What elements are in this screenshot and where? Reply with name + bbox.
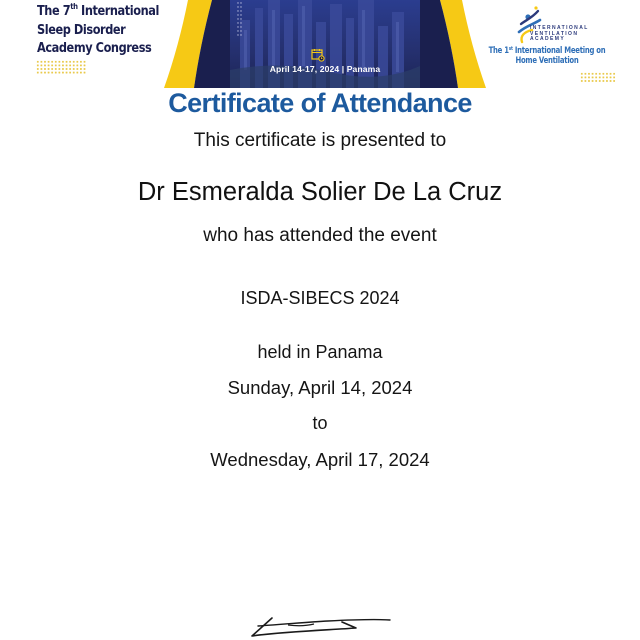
start-date: Sunday, April 14, 2024 — [227, 377, 413, 398]
decorative-dots — [580, 72, 616, 82]
decorative-dots — [36, 60, 86, 74]
end-date: Wednesday, April 17, 2024 — [210, 449, 430, 470]
banner-graphic — [160, 0, 490, 90]
ventilation-academy-name: INTERNATIONAL VENTILATION ACADEMY — [530, 25, 589, 43]
presented-to-text: This certificate is presented to — [193, 130, 447, 151]
signature — [248, 606, 398, 640]
certificate-title: Certificate of Attendance — [168, 88, 472, 118]
attended-text: who has attended the event — [203, 225, 437, 246]
held-in-location: held in Panama — [257, 342, 383, 362]
recipient-name: Dr Esmeralda Solier De La Cruz — [137, 178, 503, 206]
date-separator: to — [312, 413, 328, 433]
congress-title-line2: Sleep Disorder — [37, 22, 126, 38]
event-name: ISDA-SIBECS 2024 — [240, 288, 400, 308]
congress-title-line1: The 7th International — [37, 2, 159, 19]
home-ventilation-meeting-title: The 1st International Meeting on Home Ventilation — [488, 45, 606, 65]
certificate-header — [0, 0, 640, 90]
calendar-icon — [311, 48, 325, 62]
city-banner — [160, 0, 490, 90]
congress-title-line3: Academy Congress — [37, 41, 152, 56]
banner-date-location: April 14-17, 2024 | Panama — [269, 64, 381, 74]
congress-title — [37, 0, 159, 59]
